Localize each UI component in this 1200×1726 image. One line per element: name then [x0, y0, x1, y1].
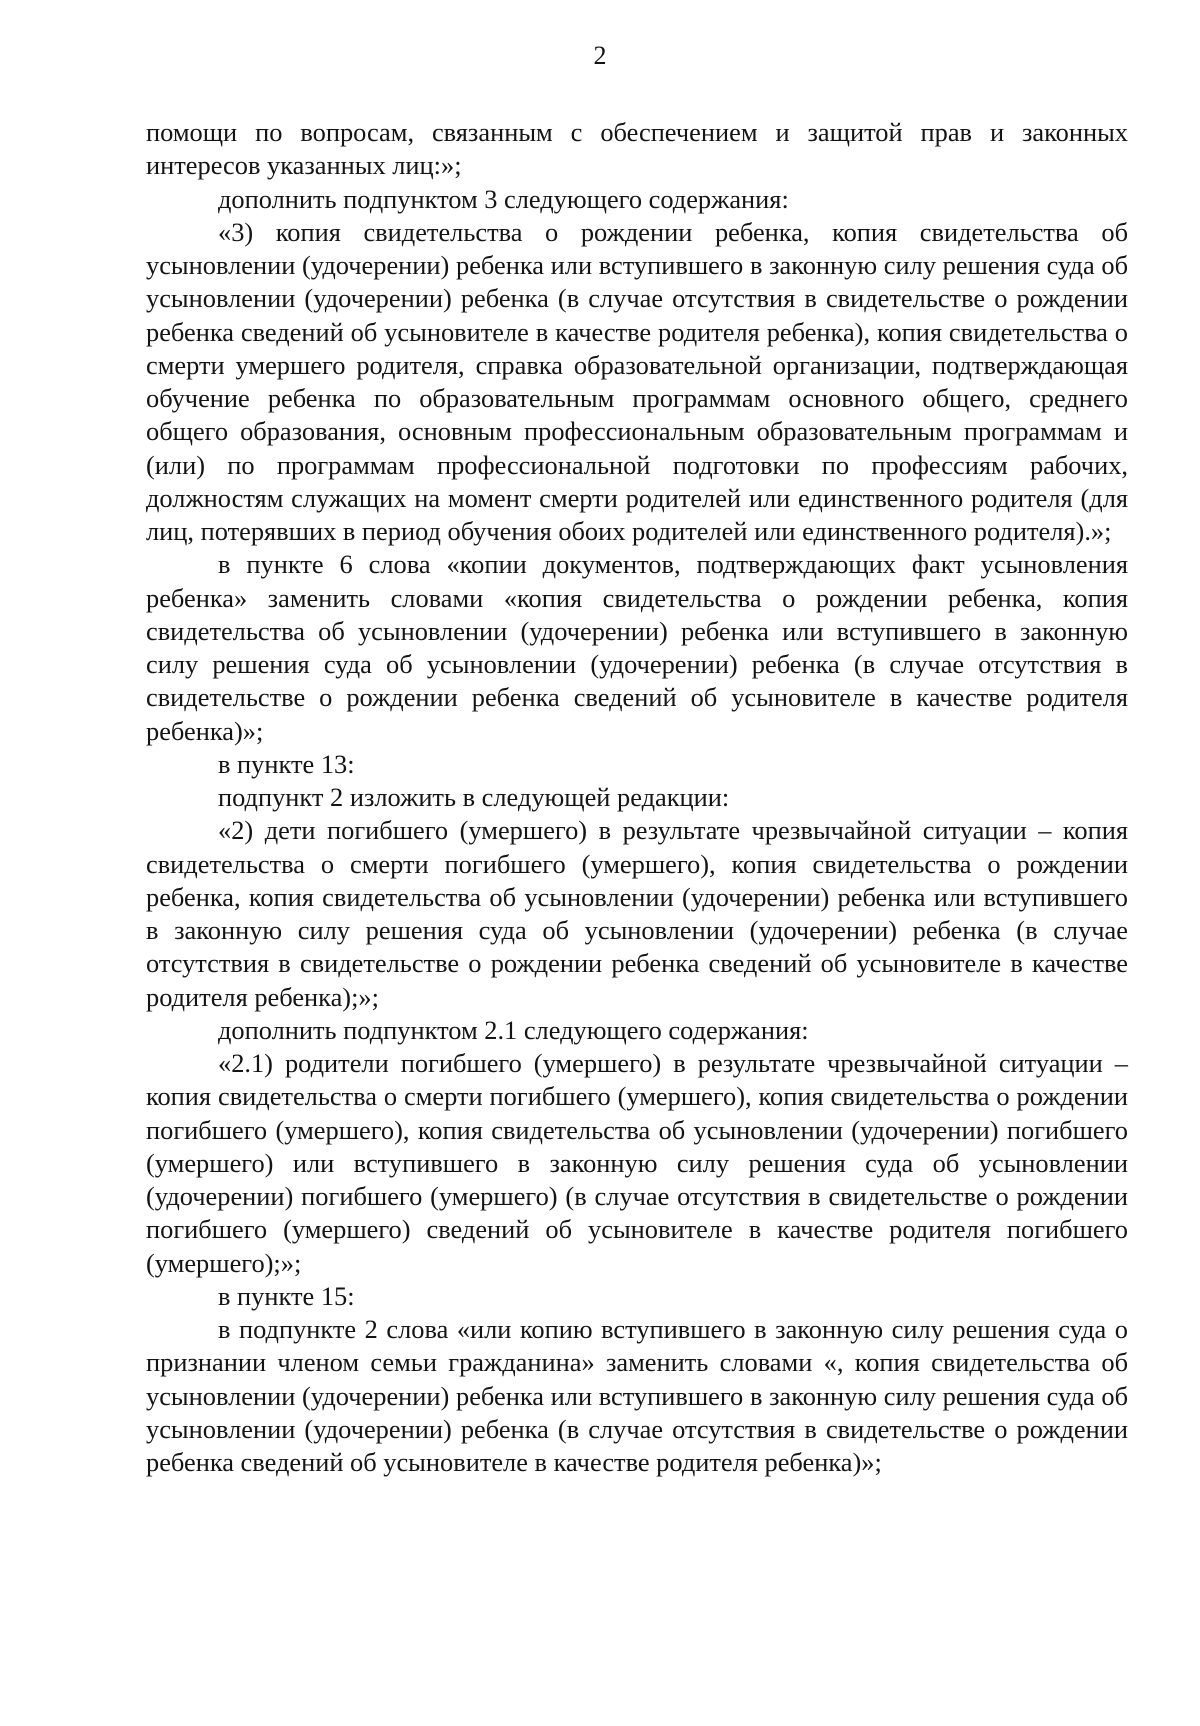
paragraph: помощи по вопросам, связанным с обеспечением и защитой прав и законных интересов указанных лиц:»; — [146, 117, 1128, 181]
paragraph: «2) дети погибшего (умершего) в результате чрезвычайной ситуации – копия свидетельства о смерти погибшего (умершего), копия свидетельства о рождении ребенка, копия свидетельства об усыновлении (удочерении) ребенка или вступившего в законную силу решения суда об усыновлении (удочерении) ребенка (в случае отсутствия в свидетельстве о рождении ребенка сведений об усыновителе в качестве родителя ребенка);»; — [146, 815, 1128, 1012]
paragraph: дополнить подпунктом 2.1 следующего содержания: — [218, 1014, 809, 1045]
paragraph: «3) копия свидетельства о рождении ребенка, копия свидетельства об усыновлении (удочерении) ребенка или вступившего в законную силу решения суда об усыновлении (удочерении) ребенка (в случае отсутствия в свидетельстве о рождении ребенка сведений об усыновителе в качестве родителя ребенка), копия свидетельства о смерти умершего родителя, справка образовательной организации, подтверждающая обучение ребенка по образовательным программам основного общего, среднего общего образования, основным профессиональным образовательным программам и (или) по программам профессиональной подготовки по профессиям рабочих, должностям служащих на момент смерти родителей или единственного родителя (для лиц, потерявших в период обучения обоих родителей или единственного родителя).»; — [146, 216, 1128, 546]
paragraph: в пункте 13: — [218, 748, 355, 779]
document-body — [146, 116, 1128, 1479]
paragraph: в пункте 15: — [218, 1280, 355, 1311]
paragraph: подпункт 2 изложить в следующей редакции: — [218, 782, 730, 812]
paragraph: в подпункте 2 слова «или копию вступившего в законную силу решения суда о признании членом семьи гражданина» заменить словами «, копия свидетельства об усыновлении (удочерении) ребенка или вступившего в законную силу решения суда об усыновлении (удочерении) ребенка (в случае отсутствия в свидетельстве о рождении ребенка сведений об усыновителе в качестве родителя ребенка)»; — [146, 1314, 1128, 1477]
page-number: 2 — [593, 41, 607, 70]
paragraph: в пункте 6 слова «копии документов, подтверждающих факт усыновления ребенка» заменить словами «копия свидетельства о рождении ребенка, копия свидетельства об усыновлении (удочерении) ребенка или вступившего в законную силу решения суда об усыновлении (удочерении) ребенка (в случае отсутствия в свидетельстве о рождении ребенка сведений об усыновителе в качестве родителя ребенка)»; — [146, 549, 1128, 746]
paragraph: дополнить подпунктом 3 следующего содержания: — [218, 183, 789, 214]
paragraph: «2.1) родители погибшего (умершего) в результате чрезвычайной ситуации – копия свидетельства о смерти погибшего (умершего), копия свидетельства о рождении погибшего (умершего), копия свидетельства об усыновлении (удочерении) погибшего (умершего) или вступившего в законную силу решения суда об усыновлении (удочерении) погибшего (умершего) (в случае отсутствия в свидетельстве о рождении погибшего (умершего) сведений об усыновителе в качестве родителя погибшего (умершего);»; — [146, 1048, 1128, 1278]
